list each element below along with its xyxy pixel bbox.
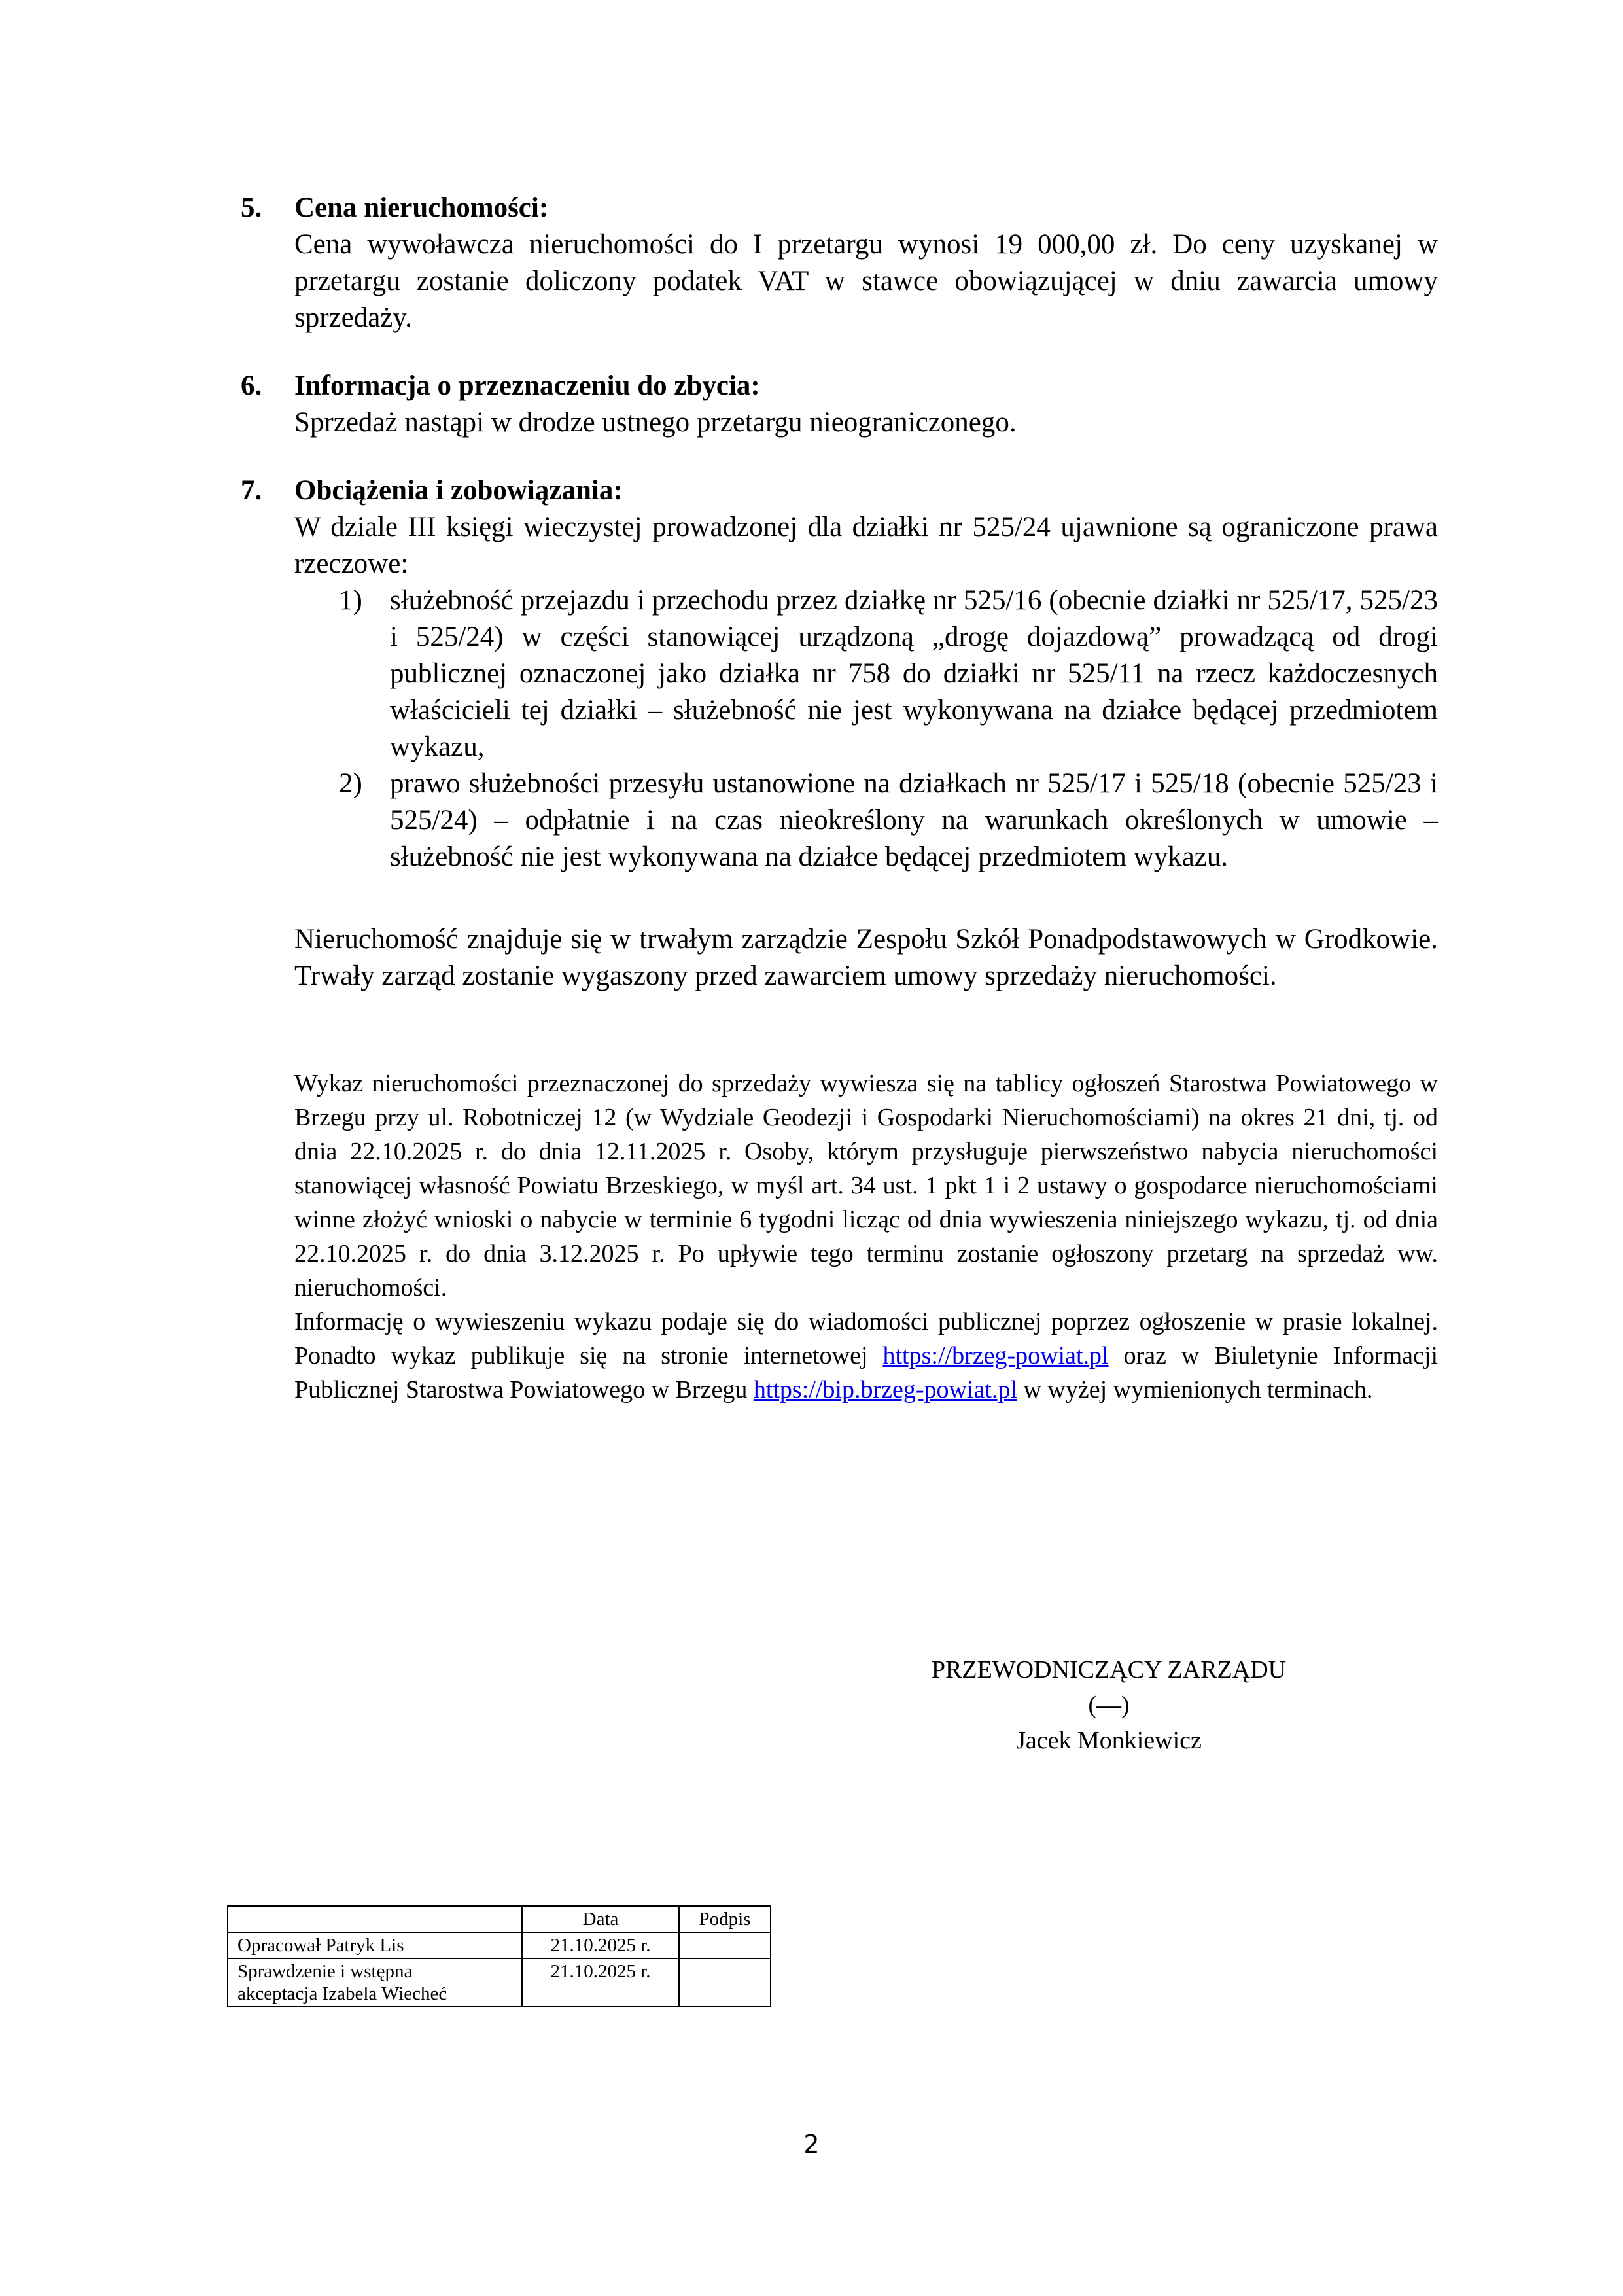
table-cell-date: 21.10.2025 r. xyxy=(522,1958,679,2007)
section-heading xyxy=(241,190,1438,226)
section-number: 6. xyxy=(241,370,262,401)
signature-name: Jacek Monkiewicz xyxy=(1016,1727,1202,1754)
table-header-row xyxy=(228,1906,771,1932)
table-cell-signature xyxy=(679,1958,771,2007)
signature-title: PRZEWODNICZĄCY ZARZĄDU xyxy=(931,1656,1287,1684)
encumbrance-list xyxy=(241,582,1438,875)
table-row xyxy=(228,1958,771,2007)
approval-table xyxy=(227,1905,771,2007)
section-title: Informacja o przeznaczeniu do zbycia: xyxy=(294,370,760,401)
section-title: Obciążenia i zobowiązania: xyxy=(294,475,623,506)
link-brzeg-powiat[interactable]: https://brzeg-powiat.pl xyxy=(882,1342,1109,1369)
list-item-number: 2) xyxy=(339,768,362,799)
table-cell-signature xyxy=(679,1932,771,1958)
section-number: 7. xyxy=(241,475,262,506)
label-line: akceptacja Izabela Wiecheć xyxy=(237,1983,447,2004)
section-body: Cena wywoławcza nieruchomości do I przetargu wynosi 19 000,00 zł. Do ceny uzyskanej w przetargu zostanie doliczony podatek VAT w stawce obowiązującej w dniu zawarcia umowy sprzedaży. xyxy=(294,229,1438,333)
publication-notice xyxy=(241,1067,1438,1407)
section-heading xyxy=(241,472,1438,509)
section-number: 5. xyxy=(241,192,262,223)
list-item-number: 1) xyxy=(339,585,362,616)
list-item xyxy=(339,582,1438,766)
management-note: Nieruchomość znajduje się w trwałym zarządzie Zespołu Szkół Ponadpodstawowych w Grodkowie. Trwały zarząd zostanie wygaszony przed zawarciem umowy sprzedaży nieruchomości. xyxy=(294,924,1438,991)
section-price xyxy=(241,190,1438,336)
section-title: Cena nieruchomości: xyxy=(294,192,549,223)
page-number: 2 xyxy=(803,2130,820,2159)
list-item xyxy=(339,766,1438,875)
table-cell-date: 21.10.2025 r. xyxy=(522,1932,679,1958)
notice-text: oraz w Biuletynie Informacji Publicznej Starostwa Powiatowego w Brzegu xyxy=(294,1342,1438,1404)
label-line: Sprawdzenie i wstępna xyxy=(237,1961,413,1982)
section-heading xyxy=(241,368,1438,404)
table-cell-label xyxy=(228,1958,522,2007)
signature-mark: (—) xyxy=(1088,1691,1130,1719)
list-item-text: prawo służebności przesyłu ustanowione na działkach nr 525/17 i 525/18 (obecnie 525/23 i 525/24) – odpłatnie i na czas nieokreślony na warunkach określonych w umowie – służebność nie jest wykonywana na działce będącej przedmiotem wykazu. xyxy=(390,768,1438,872)
document-content xyxy=(241,190,1438,1407)
notice-text: Informację o wywieszeniu wykazu podaje się do wiadomości publicznej poprzez ogłoszenie w prasie lokalnej. Ponadto wykaz publikuje się na stronie internetowej xyxy=(294,1308,1438,1369)
table-cell-label: Opracował Patryk Lis xyxy=(228,1932,522,1958)
signature-block xyxy=(913,1652,1305,1758)
section-body: W dziale III księgi wieczystej prowadzonej dla działki nr 525/24 ujawnione są ograniczone prawa rzeczowe: xyxy=(294,512,1438,579)
notice-paragraph: Wykaz nieruchomości przeznaczonej do sprzedaży wywiesza się na tablicy ogłoszeń Starostwa Powiatowego w Brzegu przy ul. Robotniczej 12 (w Wydziale Geodezji i Gospodarki Nieruchomościami) na okres 21 dni, tj. od dnia 22.10.2025 r. do dnia 12.11.2025 r. Osoby, którym przysługuje pierwszeństwo nabycia nieruchomości stanowiącej własność Powiatu Brzeskiego, w myśl art. 34 ust. 1 pkt 1 i 2 ustawy o gospodarce nieruchomościami winne złożyć wnioski o nabycie w terminie 6 tygodni licząc od dnia wywieszenia niniejszego wykazu, tj. od dnia 22.10.2025 r. do dnia 3.12.2025 r. Po upływie tego terminu zostanie ogłoszony przetarg na sprzedaż ww. nieruchomości. xyxy=(294,1070,1438,1301)
list-item-text: służebność przejazdu i przechodu przez działkę nr 525/16 (obecnie działki nr 525/17, 525/23 i 525/24) w części stanowiącej urządzoną „drogę dojazdową” prowadzącą od drogi publicznej oznaczonej jako działka nr 758 do działki nr 525/11 na rzecz każdoczesnych właścicieli tej działki – służebność nie jest wykonywana na działce będącej przedmiotem wykazu, xyxy=(390,585,1438,762)
notice-paragraph xyxy=(294,1305,1438,1407)
table-header-cell: Data xyxy=(522,1906,679,1932)
notice-text: w wyżej wymienionych terminach. xyxy=(1017,1376,1373,1404)
link-bip-brzeg-powiat[interactable]: https://bip.brzeg-powiat.pl xyxy=(753,1376,1017,1404)
table-header-cell xyxy=(228,1906,522,1932)
section-encumbrances xyxy=(241,472,1438,995)
section-disposal-info xyxy=(241,368,1438,441)
table-row xyxy=(228,1932,771,1958)
table-header-cell: Podpis xyxy=(679,1906,771,1932)
section-body: Sprzedaż nastąpi w drodze ustnego przetargu nieograniczonego. xyxy=(294,407,1017,438)
